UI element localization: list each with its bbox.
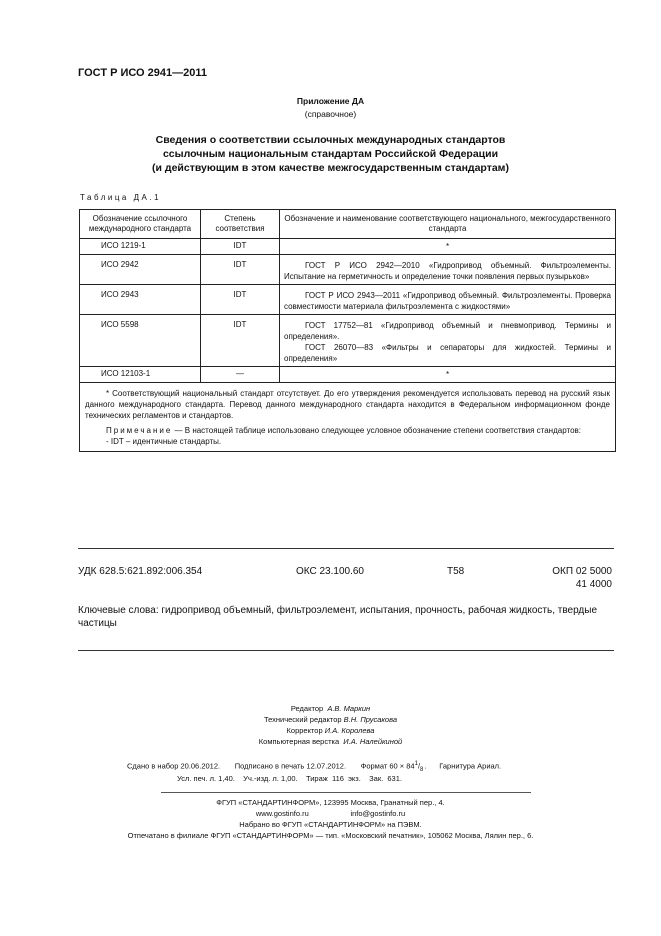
ref-cell: ИСО 2943	[80, 285, 201, 315]
print-line-2: Усл. печ. л. 1,40. Уч.-изд. л. 1,00. Тираж 116 экз. Зак. 631.	[177, 774, 402, 783]
national-cell: ГОСТ Р ИСО 2943—2011 «Гидропривод объемный. Фильтроэлементы. Проверка совместимости материала фильтроэлемента с жидкостями»	[284, 291, 611, 311]
fraction-numerator: 1	[414, 761, 418, 767]
column-header: Обозначение и наименование соответствующего национального, межгосударственного стандарта	[280, 210, 616, 239]
table-caption: Таблица ДА.1	[80, 193, 162, 202]
divider	[161, 792, 531, 793]
ref-cell: ИСО 1219-1	[80, 239, 201, 255]
column-header: Обозначение ссылочного международного стандарта	[80, 210, 201, 239]
keywords: Ключевые слова: гидропривод объемный, фильтроэлемент, испытания, прочность, рабочая жидкость, твердые частицы	[78, 605, 598, 629]
set-date: Сдано в набор 20.06.2012.	[127, 761, 221, 771]
editor-line	[0, 704, 661, 713]
national-cell: ГОСТ 17752—81 «Гидропривод объемный и пневмопривод. Термины и определения».	[284, 321, 611, 341]
sign-date: Подписано в печать 12.07.2012.	[234, 761, 347, 771]
tech-editor-name: В.Н. Прусакова	[343, 715, 398, 724]
publisher-line: ФГУП «СТАНДАРТИНФОРМ», 123995 Москва, Гранатный пер., 4.	[216, 798, 445, 807]
column-header: Степень соответствия	[201, 210, 280, 239]
degree-cell: IDT	[201, 239, 280, 255]
document-code: ГОСТ Р ИСО 2941—2011	[78, 67, 208, 79]
table-row	[80, 255, 616, 285]
typeset-line: Набрано во ФГУП «СТАНДАРТИНФОРМ» на ПЭВМ.	[239, 820, 422, 829]
national-cell: ГОСТ 26070—83 «Фильтры и сепараторы для жидкостей. Термины и определения»	[284, 343, 611, 363]
format: Формат 60 × 84	[360, 761, 415, 771]
table-footnotes	[80, 383, 616, 452]
corrector-label: Корректор	[286, 726, 323, 735]
tech-editor-label: Технический редактор	[263, 715, 342, 724]
fraction-denominator: 8	[420, 767, 424, 773]
table-row	[80, 367, 616, 383]
divider	[78, 548, 614, 549]
heading-line: (и действующим в этом качестве межгосударственным стандартам)	[152, 162, 509, 174]
degree-cell: —	[201, 367, 280, 383]
heading-line: ссылочным национальным стандартам Российской Федерации	[162, 148, 499, 160]
ref-cell: ИСО 12103-1	[80, 367, 201, 383]
table-row	[80, 315, 616, 367]
divider	[78, 650, 614, 651]
note-label: Примечание	[106, 426, 173, 435]
layout-line	[0, 737, 661, 746]
correspondence-table	[79, 209, 616, 452]
appendix-subtitle: (справочное)	[304, 109, 357, 119]
oks-code: ОКС 23.100.60	[296, 566, 364, 577]
degree-cell: IDT	[201, 255, 280, 285]
table-row	[80, 285, 616, 315]
degree-cell: IDT	[201, 285, 280, 315]
format-fraction: $^1/_8$	[414, 761, 424, 773]
degree-cell: IDT	[201, 315, 280, 367]
typeface: Гарнитура Ариал.	[439, 761, 502, 771]
editor-name: А.В. Маркин	[327, 704, 371, 713]
layout-label: Компьютерная верстка	[258, 737, 340, 746]
okp-code-2: 41 4000	[575, 579, 612, 590]
layout-name: И.А. Налейкиной	[343, 737, 403, 746]
print-line-1	[127, 761, 501, 773]
appendix-heading	[0, 133, 661, 175]
heading-line: Сведения о соответствии ссылочных международных стандартов	[155, 134, 506, 146]
national-cell: ГОСТ Р ИСО 2942—2010 «Гидропривод объемный. Фильтроэлементы. Испытание на герметичность и определение точки появления первых пузырьков»	[284, 261, 611, 281]
corrector-name: И.А. Королева	[324, 726, 375, 735]
table-footer-row	[80, 383, 616, 452]
ref-cell: ИСО 2942	[80, 255, 201, 285]
table-note	[85, 425, 610, 436]
format-end: .	[424, 761, 427, 771]
okp-code: ОКП 02 5000	[552, 566, 612, 577]
national-cell: *	[280, 239, 616, 255]
table-header-row	[80, 210, 616, 239]
udk-code: УДК 628.5:621.892:006.354	[78, 566, 203, 577]
corrector-line	[0, 726, 661, 735]
note-item: - IDT – идентичные стандарты.	[106, 437, 222, 446]
printed-line: Отпечатано в филиале ФГУП «СТАНДАРТИНФОРМ» — тип. «Московский печатник», 105062 Москва, Лялин пер., 6.	[127, 831, 534, 840]
footnote: * Соответствующий национальный стандарт отсутствует. До его утверждения рекомендуется использовать перевод на русский язык данного международного стандарта. Перевод данного международного стандарта находится в Федеральном информационном фонде технических регламентов и стандартов.	[85, 389, 610, 420]
appendix-title: Приложение ДА	[296, 96, 365, 106]
editor-label: Редактор	[290, 704, 324, 713]
national-cell: *	[280, 367, 616, 383]
t-code: Т58	[447, 566, 465, 577]
publisher-web: www.gostinfo.ru info@gostinfo.ru	[255, 809, 406, 818]
tech-editor-line	[0, 715, 661, 724]
ref-cell: ИСО 5598	[80, 315, 201, 367]
table-row	[80, 239, 616, 255]
note-text: — В настоящей таблице использовано следующее условное обозначение степени соответствия стандартов:	[172, 426, 581, 435]
